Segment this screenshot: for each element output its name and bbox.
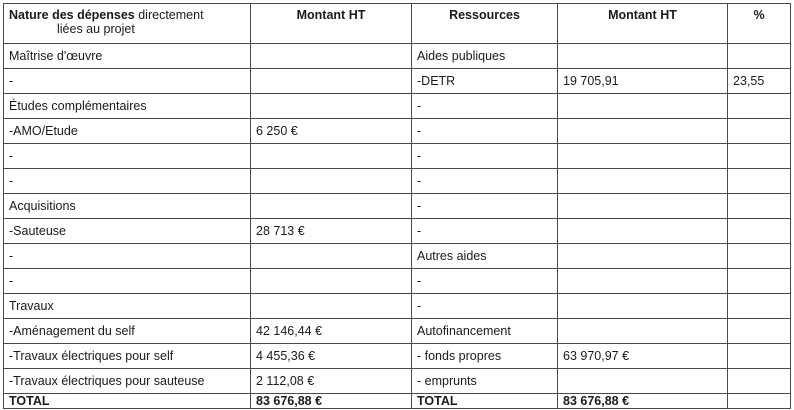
- table-row: [4, 119, 791, 144]
- table-row: [4, 319, 791, 344]
- ressource-amount: [558, 144, 728, 169]
- depense-amount: [251, 144, 412, 169]
- depense-label: -: [4, 69, 251, 94]
- depense-amount: 42 146,44 €: [251, 319, 412, 344]
- depense-amount: [251, 269, 412, 294]
- depense-amount: [251, 244, 412, 269]
- table-row: [4, 194, 791, 219]
- total-ressources-label: TOTAL: [412, 394, 558, 409]
- percent-cell: 23,55: [728, 69, 791, 94]
- header-montant-ht: Montant HT: [251, 4, 412, 44]
- ressource-label: -: [412, 144, 558, 169]
- table-row: [4, 269, 791, 294]
- percent-cell: [728, 169, 791, 194]
- percent-cell: [728, 244, 791, 269]
- depense-amount: [251, 69, 412, 94]
- ressource-amount: [558, 119, 728, 144]
- depense-amount: [251, 169, 412, 194]
- percent-cell: [728, 94, 791, 119]
- header-montant-ht-ressources: Montant HT: [558, 4, 728, 44]
- table-row: [4, 94, 791, 119]
- depense-amount: 2 112,08 €: [251, 369, 412, 394]
- depense-label: -Travaux électriques pour self: [4, 344, 251, 369]
- ressource-label: Autofinancement: [412, 319, 558, 344]
- ressource-amount: [558, 319, 728, 344]
- ressource-label: Autres aides: [412, 244, 558, 269]
- depense-label: Travaux: [4, 294, 251, 319]
- ressource-amount: [558, 194, 728, 219]
- ressource-amount: 63 970,97 €: [558, 344, 728, 369]
- depense-label: -AMO/Etude: [4, 119, 251, 144]
- header-ressources: Ressources: [412, 4, 558, 44]
- depense-label: -Travaux électriques pour sauteuse: [4, 369, 251, 394]
- ressource-amount: 19 705,91: [558, 69, 728, 94]
- ressource-label: -: [412, 119, 558, 144]
- ressource-amount: [558, 244, 728, 269]
- percent-cell: [728, 269, 791, 294]
- header-percent: %: [728, 4, 791, 44]
- ressource-amount: [558, 94, 728, 119]
- table-row: [4, 169, 791, 194]
- ressource-label: -: [412, 219, 558, 244]
- percent-cell: [728, 194, 791, 219]
- ressource-amount: [558, 169, 728, 194]
- ressource-label: -: [412, 94, 558, 119]
- ressource-amount: [558, 44, 728, 69]
- header-nature-bold: Nature des dépenses: [9, 8, 135, 22]
- table-row: [4, 294, 791, 319]
- ressource-amount: [558, 269, 728, 294]
- ressource-amount: [558, 219, 728, 244]
- depense-label: -: [4, 169, 251, 194]
- depense-label: Études complémentaires: [4, 94, 251, 119]
- ressource-label: - emprunts: [412, 369, 558, 394]
- ressource-label: -: [412, 194, 558, 219]
- table-row: [4, 244, 791, 269]
- depense-amount: 4 455,36 €: [251, 344, 412, 369]
- ressource-label: -: [412, 294, 558, 319]
- table-row: [4, 344, 791, 369]
- ressource-label: - fonds propres: [412, 344, 558, 369]
- header-nature-line2: liées au projet: [57, 22, 135, 36]
- ressource-amount: [558, 294, 728, 319]
- total-percent: [728, 394, 791, 409]
- header-nature-rest: directement: [138, 8, 204, 22]
- table-row: [4, 219, 791, 244]
- percent-cell: [728, 294, 791, 319]
- table-row: [4, 69, 791, 94]
- budget-table: [3, 3, 791, 409]
- depense-amount: 6 250 €: [251, 119, 412, 144]
- total-depenses-label: TOTAL: [4, 394, 251, 409]
- depense-label: -Aménagement du self: [4, 319, 251, 344]
- percent-cell: [728, 44, 791, 69]
- depense-amount: 28 713 €: [251, 219, 412, 244]
- percent-cell: [728, 119, 791, 144]
- depense-label: -: [4, 144, 251, 169]
- percent-cell: [728, 219, 791, 244]
- ressource-amount: [558, 369, 728, 394]
- depense-label: Maîtrise d'œuvre: [4, 44, 251, 69]
- header-row: [4, 4, 791, 44]
- depense-amount: [251, 44, 412, 69]
- table-row: [4, 369, 791, 394]
- total-depenses-amount: 83 676,88 €: [251, 394, 412, 409]
- percent-cell: [728, 344, 791, 369]
- depense-label: Acquisitions: [4, 194, 251, 219]
- percent-cell: [728, 319, 791, 344]
- ressource-label: Aides publiques: [412, 44, 558, 69]
- depense-label: -: [4, 269, 251, 294]
- ressource-label: -: [412, 169, 558, 194]
- total-row: [4, 394, 791, 409]
- total-ressources-amount: 83 676,88 €: [558, 394, 728, 409]
- percent-cell: [728, 369, 791, 394]
- depense-amount: [251, 94, 412, 119]
- depense-label: -: [4, 244, 251, 269]
- ressource-label: -: [412, 269, 558, 294]
- table-row: [4, 44, 791, 69]
- ressource-label: -DETR: [412, 69, 558, 94]
- depense-label: -Sauteuse: [4, 219, 251, 244]
- depense-amount: [251, 294, 412, 319]
- header-nature-depenses: [4, 4, 251, 44]
- percent-cell: [728, 144, 791, 169]
- depense-amount: [251, 194, 412, 219]
- table-row: [4, 144, 791, 169]
